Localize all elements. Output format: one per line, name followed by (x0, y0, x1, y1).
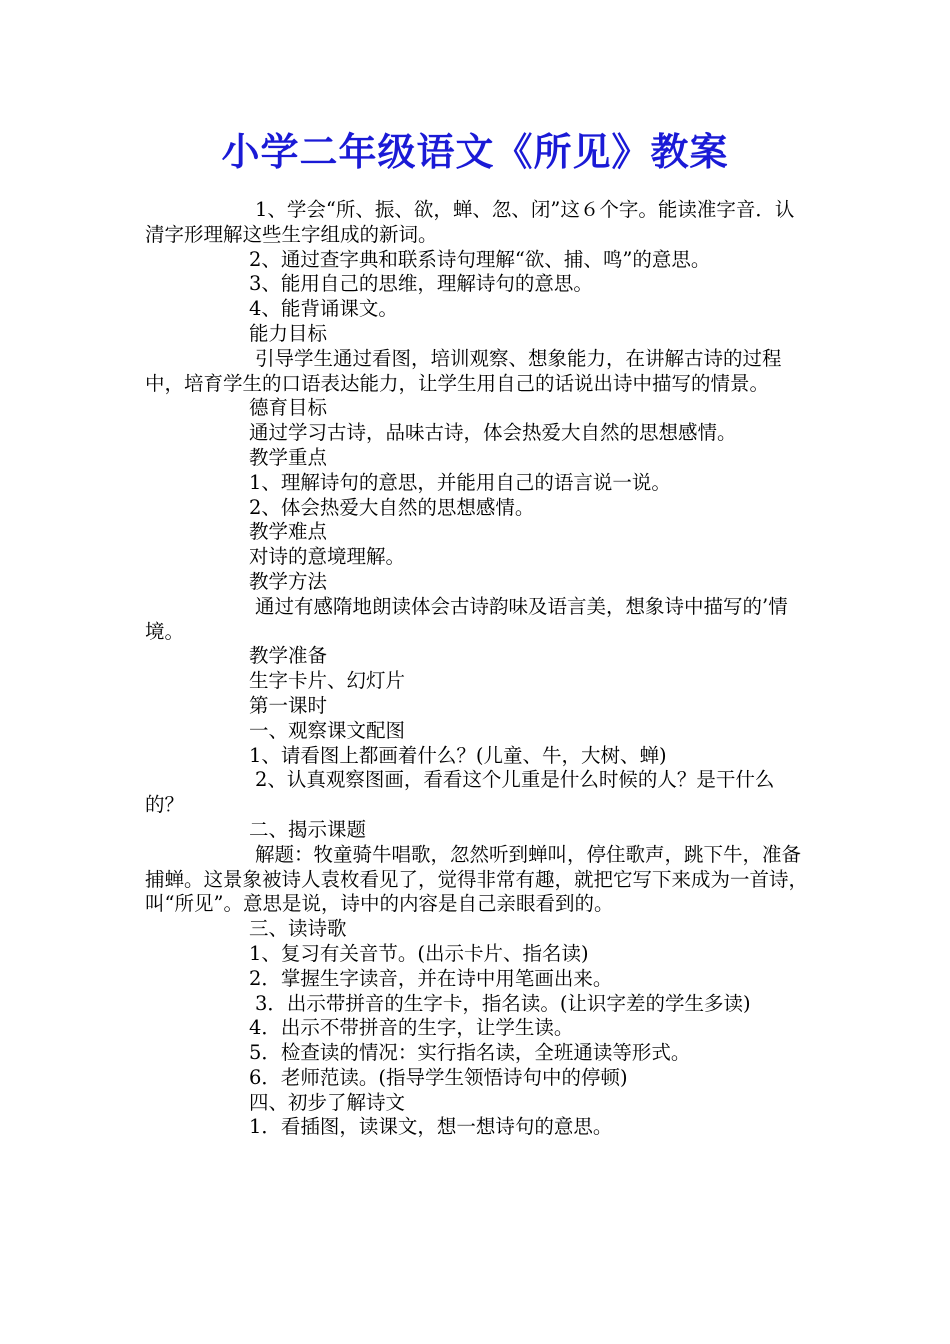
paragraph: 1、请看图上都画着什么？(儿童、牛，大树、蝉) (249, 743, 667, 767)
paragraph: 6．老师范读。(指导学生领悟诗句中的停顿) (249, 1065, 628, 1089)
paragraph: 对诗的意境理解。 (249, 545, 406, 569)
paragraph: 3．出示带拼音的生字卡，指名读。(让识字差的学生多读) (255, 991, 751, 1015)
paragraph: 教学方法 (249, 569, 328, 593)
paragraph: 3、能用自己的思维，理解诗句的意思。 (249, 272, 593, 296)
paragraph: 解题：牧童骑牛唱歌，忽然听到蝉叫，停住歌声，跳下牛，准备捕蝉。这景象被诗人袁枚看见了，觉得非常有趣，就把它写下来成为一首诗，叫“所见”。意思是说，诗中的内容是自己亲眼看到的。 (145, 842, 809, 916)
paragraph: 二、揭示课题 (249, 817, 367, 841)
paragraph: 2．掌握生字读音，并在诗中用笔画出来。 (249, 966, 613, 990)
paragraph: 第一课时 (249, 693, 328, 717)
paragraph: 四、初步了解诗文 (249, 1090, 406, 1114)
paragraph: 通过学习古诗，品味古诗，体会热爱大自然的思想感情。 (249, 421, 737, 445)
paragraph: 2、通过查字典和联系诗句理解“欲、捕、鸣”的意思。 (249, 247, 711, 271)
paragraph: 德育目标 (249, 396, 328, 420)
paragraph: 三、读诗歌 (249, 917, 347, 941)
document-title: 小学二年级语文《所见》教案 (221, 130, 729, 174)
paragraph: 4．出示不带拼音的生字，让学生读。 (249, 1016, 574, 1040)
paragraph: 教学难点 (249, 520, 328, 544)
paragraph: 1、理解诗句的意思，并能用自己的语言说一说。 (249, 470, 671, 494)
paragraph: 教学准备 (249, 644, 328, 668)
paragraph: 教学重点 (249, 445, 328, 469)
paragraph: 能力目标 (249, 321, 328, 345)
paragraph: 通过有感隋地朗读体会古诗韵味及语言美，想象诗中描写的’情境。 (145, 594, 788, 643)
paragraph: 引导学生通过看图，培训观察、想象能力，在讲解古诗的过程中，培育学生的口语表达能力，让学生用自己的话说出诗中描写的情景。 (145, 346, 782, 395)
paragraph: 生字卡片、幻灯片 (249, 669, 406, 693)
paragraph: 4、能背诵课文。 (249, 297, 398, 321)
paragraph: 2、认真观察图画，看看这个儿重是什么时候的人？是干什么的？ (145, 768, 775, 817)
paragraph: 1．看插图，读课文，想一想诗句的意思。 (249, 1115, 613, 1139)
paragraph: 1、学会“所、振、欲，蝉、忽、闭”这６个字。能读准字音．认清字形理解这些生字组成的新词。 (145, 198, 795, 246)
document-body (145, 198, 810, 1140)
paragraph: 一、观察课文配图 (249, 718, 406, 742)
paragraph: 5．检查读的情况：实行指名读，全班通读等形式。 (249, 1041, 691, 1065)
paragraph: 2、体会热爱大自然的思想感情。 (249, 495, 535, 519)
paragraph: 1、复习有关音节。(出示卡片、指名读) (249, 941, 589, 965)
